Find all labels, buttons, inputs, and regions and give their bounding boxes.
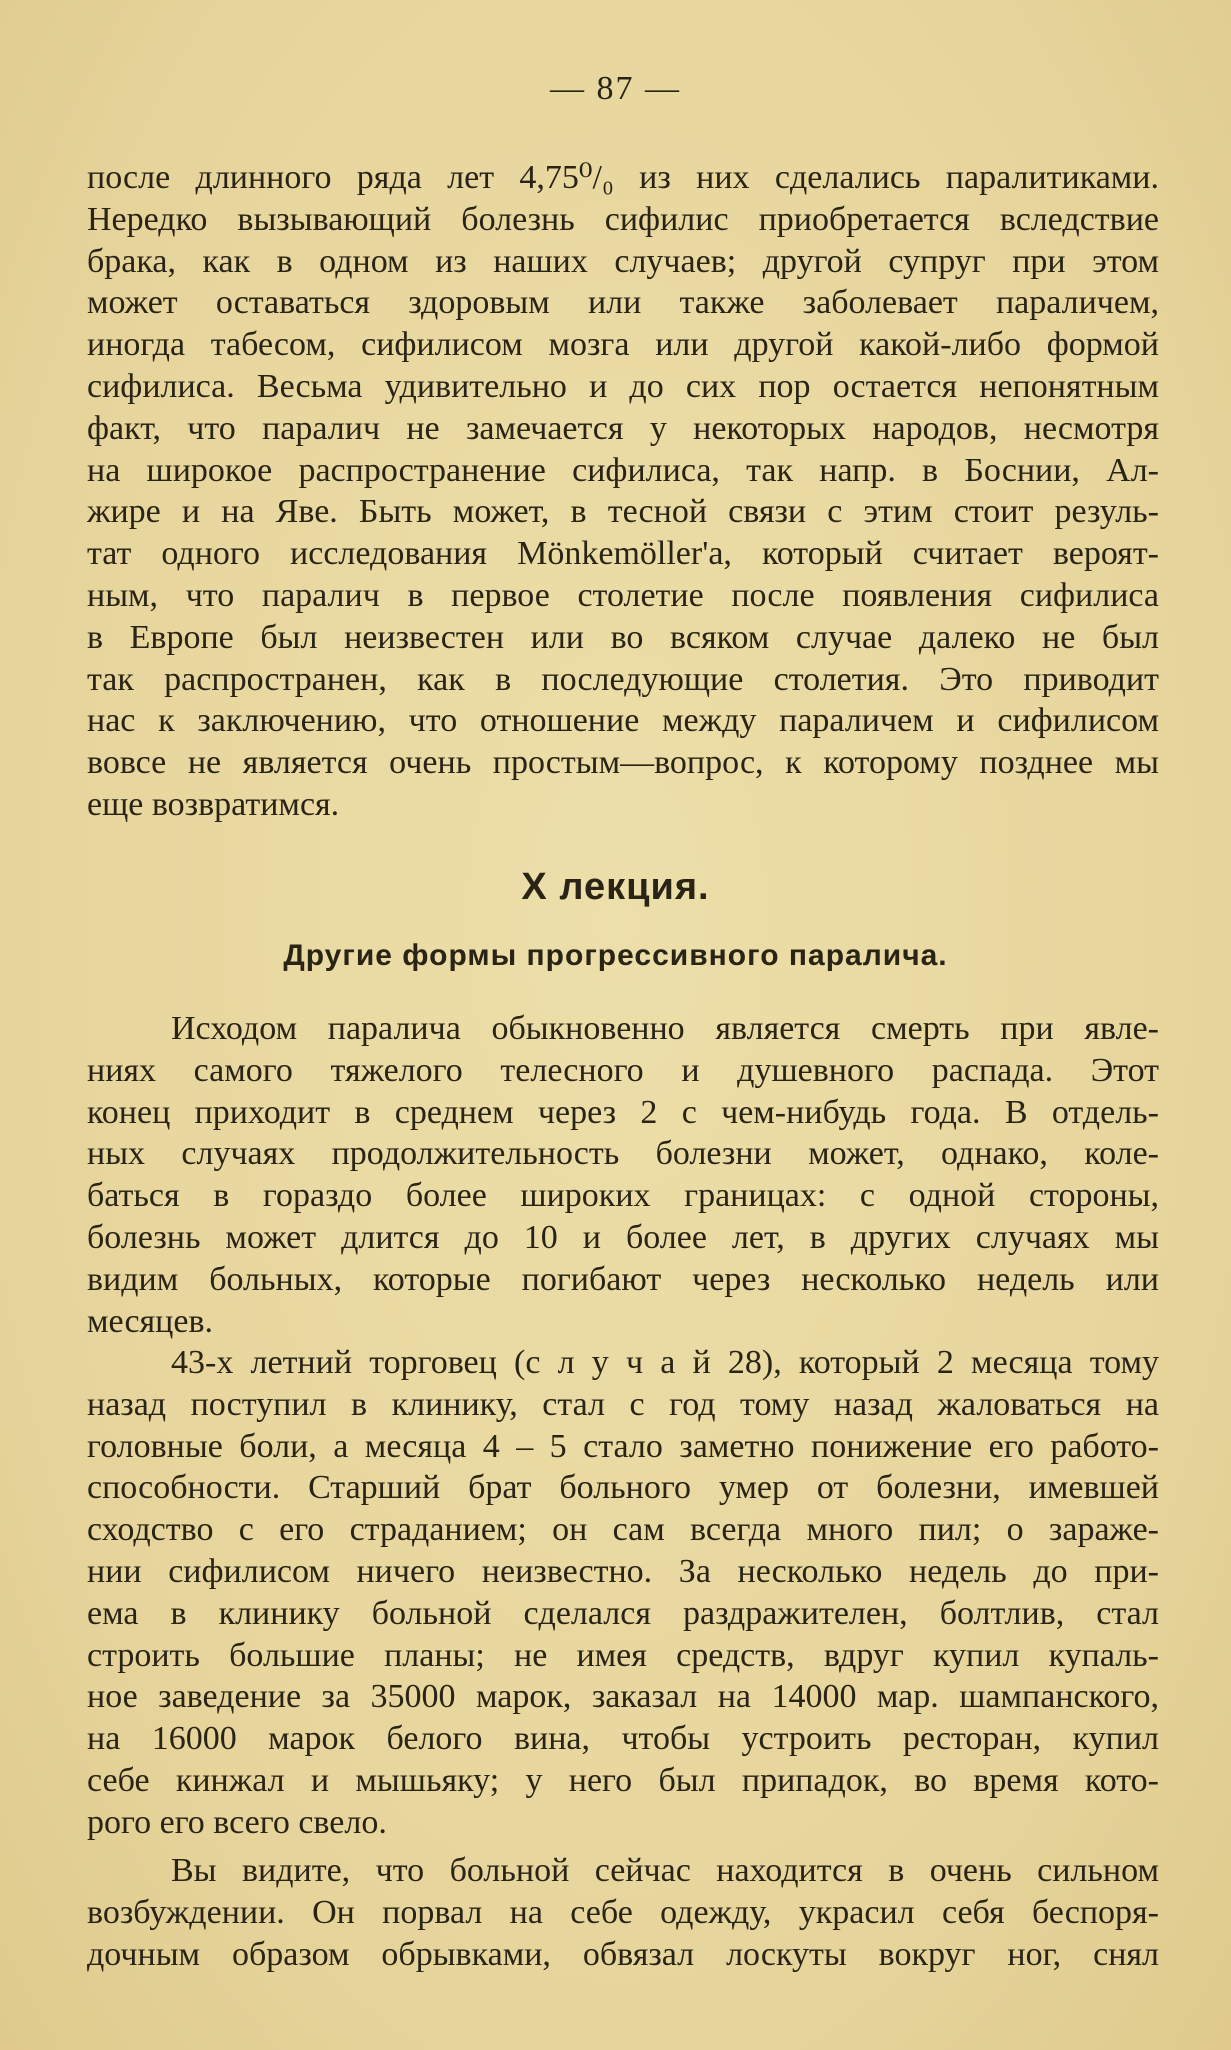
paragraph-1 [87, 157, 1159, 826]
page-number: — 87 — [550, 70, 681, 107]
text-line: так распространен, как в последующие столетия. Это приводит [87, 660, 1159, 698]
text-line: иногда табесом, сифилисом мозга или другой какой-либо формой [87, 326, 1159, 364]
text-line: ниях самого тяжелого телесного и душевного распада. Этот [87, 1051, 1159, 1089]
text-line: брака, как в одном из наших случаев; другой супруг при этом [87, 242, 1159, 280]
text-line: Исходом паралича обыкновенно является смерть при явле- [171, 1010, 1159, 1047]
text-line: тат одного исследования Mönkemöller'a, который считает вероят- [87, 535, 1159, 573]
text-line: ное заведение за 35000 марок, заказал на 14000 мар. шампанского, [87, 1678, 1159, 1716]
text-line: видим больных, которые погибают через несколько недель или [87, 1260, 1159, 1298]
text-line: возбуждении. Он порвал на себе одежду, украсил себя беспоря- [87, 1893, 1159, 1931]
paragraph-4 [87, 1850, 1159, 1975]
text-line: после длинного ряда лет 4,75⁰/₀ из них сделались паралитиками. [87, 159, 1159, 196]
text-line: сходство с его страданием; он сам всегда много пил; о зараже- [87, 1511, 1159, 1549]
text-line: Нередко вызывающий болезнь сифилис приобретается вследствие [87, 200, 1159, 238]
paragraph-2 [87, 1008, 1159, 1342]
text-line: сифилиса. Весьма удивительно и до сих пор остается непонятным [87, 367, 1159, 405]
text-line: строить большие планы; не имея средств, вдруг купил купаль- [87, 1636, 1159, 1674]
text-line: ным, что паралич в первое столетие после появления сифилиса [87, 576, 1159, 614]
text-line: месяцев. [87, 1302, 214, 1340]
text-line: головные боли, а месяца 4 – 5 стало заметно понижение его работо- [87, 1427, 1159, 1465]
text-line: еще возвратимся. [87, 785, 340, 823]
text-line: болезнь может длится до 10 и более лет, в других случаях мы [87, 1218, 1159, 1256]
section-subtitle: Другие формы прогрессивного паралича. [283, 939, 948, 972]
text-line: ных случаях продолжительность болезни может, однако, коле- [87, 1135, 1159, 1173]
text-line: назад поступил в клинику, стал с год тому назад жаловаться на [87, 1385, 1159, 1423]
text-line: дочным образом обрывками, обвязал лоскуты вокруг ног, снял [87, 1935, 1159, 1973]
text-line: Вы видите, что больной сейчас находится в очень сильном [171, 1852, 1159, 1889]
text-line: нас к заключению, что отношение между параличем и сифилисом [87, 702, 1159, 740]
text-line: на 16000 марок белого вина, чтобы устроить ресторан, купил [87, 1720, 1159, 1758]
text-line: конец приходит в среднем через 2 с чем-нибудь года. В отдель- [87, 1093, 1159, 1131]
text-line: вовсе не является очень простым—вопрос, к которому позднее мы [87, 744, 1159, 782]
text-line: способности. Старший брат больного умер от болезни, имевшей [87, 1469, 1159, 1507]
text-line: ема в клинику больной сделался раздражителен, болтлив, стал [87, 1594, 1159, 1632]
text-line: факт, что паралич не замечается у некоторых народов, несмотря [87, 409, 1159, 447]
text-line: 43-х летний торговец (с л у ч а й 28), который 2 месяца тому [171, 1344, 1159, 1381]
text-line: нии сифилисом ничего неизвестно. За несколько недель до при- [87, 1552, 1159, 1590]
text-line: рого его всего свело. [87, 1803, 387, 1841]
text-line: в Европе был неизвестен или во всяком случае далеко не был [87, 618, 1159, 656]
text-line: жире и на Яве. Быть может, в тесной связи с этим стоит резуль- [87, 493, 1159, 531]
text-line: себе кинжал и мышьяку; у него был припадок, во время кото- [87, 1761, 1159, 1799]
text-line: баться в гораздо более широких границах: с одной стороны, [87, 1177, 1159, 1215]
paragraph-3 [87, 1342, 1159, 1844]
text-line: может оставаться здоровым или также заболевает параличем, [87, 284, 1159, 322]
text-line: на широкое распространение сифилиса, так напр. в Боснии, Ал- [87, 451, 1159, 489]
lecture-heading: X лекция. [521, 866, 710, 908]
